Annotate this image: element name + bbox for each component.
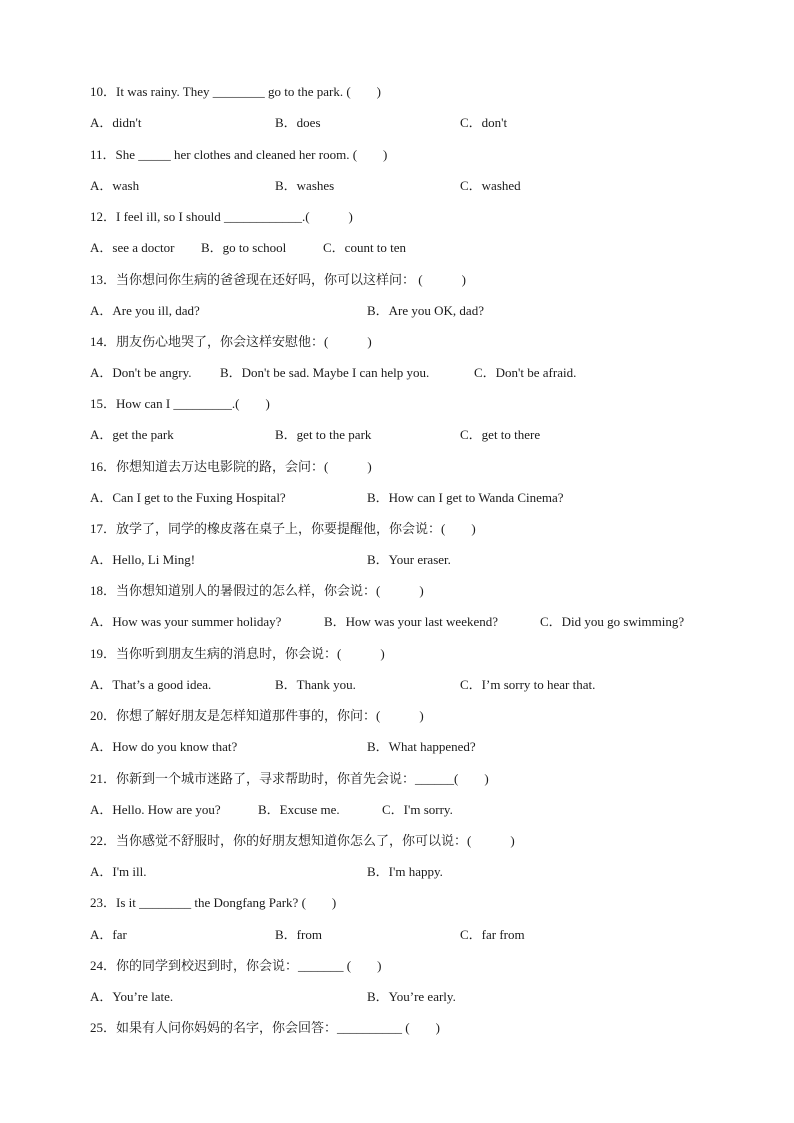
option-a: A．How do you know that? <box>90 739 238 754</box>
option-a: A．How was your summer holiday? <box>90 614 282 629</box>
option-a: A．Are you ill, dad? <box>90 303 200 318</box>
option-b: B．Thank you. <box>275 677 356 692</box>
option-b: B．Your eraser. <box>367 552 451 567</box>
option-a: A．I'm ill. <box>90 864 147 879</box>
option-c: C．Don't be afraid. <box>474 365 577 380</box>
option-b: B．How was your last weekend? <box>324 614 499 629</box>
option-b: B．Are you OK, dad? <box>367 303 484 318</box>
option-b: B．I'm happy. <box>367 864 443 879</box>
option-b: B．Don't be sad. Maybe I can help you. <box>220 365 430 380</box>
question-11: 11．She _____ her clothes and cleaned her room. ( ) <box>90 147 388 162</box>
option-b: B．does <box>275 115 321 130</box>
question-14: 14．朋友伤心地哭了，你会这样安慰他：( ) <box>90 334 372 349</box>
option-a: A．get the park <box>90 427 174 442</box>
question-25: 25．如果有人问你妈妈的名字，你会回答：__________ ( ) <box>90 1020 440 1035</box>
question-22: 22．当你感觉不舒服时，你的好朋友想知道你怎么了，你可以说：( ) <box>90 833 515 848</box>
option-c: C．don't <box>460 115 508 130</box>
question-24: 24．你的同学到校迟到时，你会说：_______ ( ) <box>90 958 382 973</box>
option-c: C．far from <box>460 927 525 942</box>
option-a: A．Don't be angry. <box>90 365 192 380</box>
option-b: B．go to school <box>201 240 287 255</box>
question-15: 15．How can I _________.( ) <box>90 396 270 411</box>
option-a: A．Can I get to the Fuxing Hospital? <box>90 490 286 505</box>
option-c: C．get to there <box>460 427 541 442</box>
option-b: B．from <box>275 927 322 942</box>
option-c: C．Did you go swimming? <box>540 614 685 629</box>
option-c: C．I'm sorry. <box>382 802 453 817</box>
option-b: B．washes <box>275 178 335 193</box>
option-a: A．You’re late. <box>90 989 174 1004</box>
question-23: 23．Is it ________ the Dongfang Park? ( ) <box>90 895 337 910</box>
option-a: A．Hello. How are you? <box>90 802 221 817</box>
question-10: 10．It was rainy. They ________ go to the park. ( ) <box>90 84 382 99</box>
question-20: 20．你想了解好朋友是怎样知道那件事的，你问：( ) <box>90 708 424 723</box>
question-21: 21．你新到一个城市迷路了，寻求帮助时，你首先会说：______( ) <box>90 771 489 786</box>
option-c: C．I’m sorry to hear that. <box>460 677 596 692</box>
option-c: C．count to ten <box>323 240 407 255</box>
option-b: B．What happened? <box>367 739 476 754</box>
option-b: B．get to the park <box>275 427 372 442</box>
option-b: B．How can I get to Wanda Cinema? <box>367 490 564 505</box>
option-b: B．Excuse me. <box>258 802 340 817</box>
option-a: A．far <box>90 927 127 942</box>
option-a: A．didn't <box>90 115 142 130</box>
option-a: A．That’s a good idea. <box>90 677 212 692</box>
option-a: A．Hello, Li Ming! <box>90 552 196 567</box>
option-a: A．wash <box>90 178 140 193</box>
question-19: 19．当你听到朋友生病的消息时，你会说：( ) <box>90 646 385 661</box>
question-12: 12．I feel ill, so I should ____________.( ) <box>90 209 353 224</box>
question-16: 16．你想知道去万达电影院的路，会问：( ) <box>90 459 372 474</box>
option-b: B．You’re early. <box>367 989 456 1004</box>
question-17: 17．放学了，同学的橡皮落在桌子上，你要提醒他，你会说：( ) <box>90 521 476 536</box>
question-13: 13．当你想问你生病的爸爸现在还好吗，你可以这样问： ( ) <box>90 272 466 287</box>
option-c: C．washed <box>460 178 521 193</box>
option-a: A．see a doctor <box>90 240 175 255</box>
question-18: 18．当你想知道别人的暑假过的怎么样，你会说：( ) <box>90 583 424 598</box>
